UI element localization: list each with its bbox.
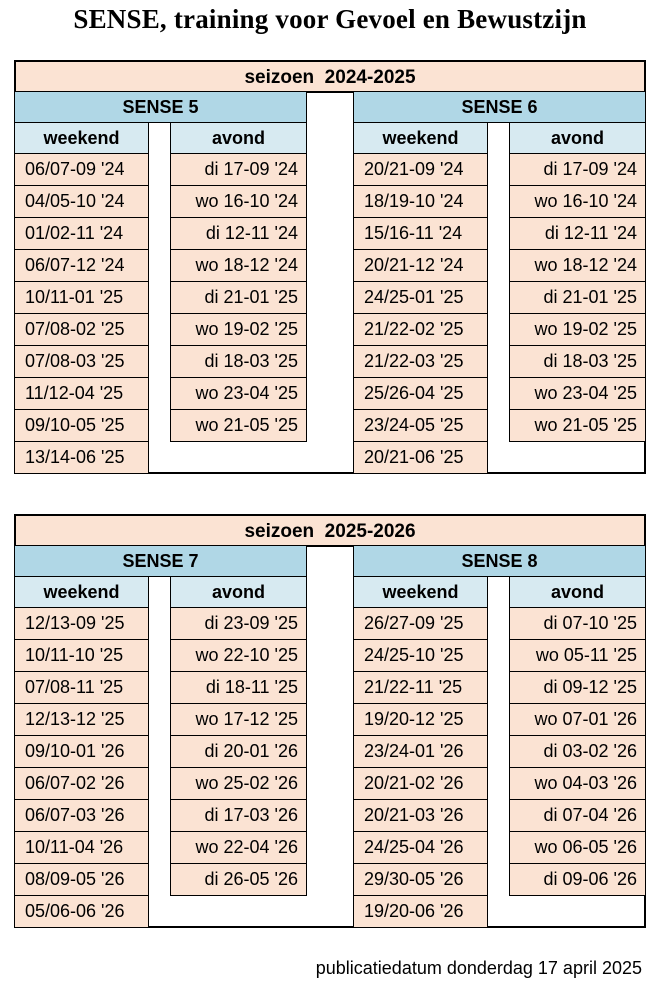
avond-date-cell: wo 17-12 '25 <box>170 703 307 736</box>
weekend-date-cell: 12/13-09 '25 <box>14 607 149 640</box>
weekend-date-cell: 20/21-12 '24 <box>353 249 488 282</box>
group-header: SENSE 7 <box>14 545 307 577</box>
weekend-date-cell: 06/07-03 '26 <box>14 799 149 832</box>
avond-date-cell: di 18-11 '25 <box>170 671 307 704</box>
weekend-date-cell: 07/08-02 '25 <box>14 313 149 346</box>
season-header: seizoen 2025-2026 <box>14 514 646 547</box>
avond-date-cell: wo 19-02 '25 <box>170 313 307 346</box>
avond-date-cell: di 12-11 '24 <box>509 217 646 250</box>
avond-date-cell: wo 23-04 '25 <box>170 377 307 410</box>
column-header-weekend: weekend <box>14 122 149 154</box>
weekend-date-cell: 07/08-03 '25 <box>14 345 149 378</box>
weekend-date-cell: 09/10-05 '25 <box>14 409 149 442</box>
weekend-date-cell: 20/21-02 '26 <box>353 767 488 800</box>
document-title: SENSE, training voor Gevoel en Bewustzijn <box>73 4 587 34</box>
weekend-date-cell: 06/07-02 '26 <box>14 767 149 800</box>
avond-date-cell: wo 18-12 '24 <box>170 249 307 282</box>
avond-date-cell: di 18-03 '25 <box>170 345 307 378</box>
avond-date-cell: di 09-06 '26 <box>509 863 646 896</box>
avond-date-cell: wo 23-04 '25 <box>509 377 646 410</box>
avond-date-cell: wo 22-10 '25 <box>170 639 307 672</box>
avond-date-cell: wo 25-02 '26 <box>170 767 307 800</box>
weekend-date-cell: 10/11-01 '25 <box>14 281 149 314</box>
weekend-date-cell: 24/25-10 '25 <box>353 639 488 672</box>
avond-date-cell: di 21-01 '25 <box>170 281 307 314</box>
weekend-date-cell: 20/21-09 '24 <box>353 153 488 186</box>
avond-date-cell: wo 16-10 '24 <box>170 185 307 218</box>
weekend-date-cell: 18/19-10 '24 <box>353 185 488 218</box>
weekend-date-cell: 24/25-04 '26 <box>353 831 488 864</box>
avond-date-cell: di 17-03 '26 <box>170 799 307 832</box>
weekend-date-cell: 23/24-05 '25 <box>353 409 488 442</box>
avond-date-cell: wo 21-05 '25 <box>509 409 646 442</box>
weekend-date-cell: 08/09-05 '26 <box>14 863 149 896</box>
avond-date-cell: di 26-05 '26 <box>170 863 307 896</box>
avond-date-cell: wo 18-12 '24 <box>509 249 646 282</box>
weekend-date-cell: 21/22-03 '25 <box>353 345 488 378</box>
weekend-date-cell: 15/16-11 '24 <box>353 217 488 250</box>
avond-date-cell: di 20-01 '26 <box>170 735 307 768</box>
avond-date-cell: di 12-11 '24 <box>170 217 307 250</box>
weekend-date-cell: 20/21-06 '25 <box>353 441 488 474</box>
weekend-date-cell: 21/22-11 '25 <box>353 671 488 704</box>
weekend-date-cell: 21/22-02 '25 <box>353 313 488 346</box>
avond-date-cell: di 23-09 '25 <box>170 607 307 640</box>
avond-date-cell: wo 19-02 '25 <box>509 313 646 346</box>
weekend-date-cell: 07/08-11 '25 <box>14 671 149 704</box>
avond-date-cell: wo 04-03 '26 <box>509 767 646 800</box>
avond-date-cell: wo 22-04 '26 <box>170 831 307 864</box>
avond-date-cell: di 18-03 '25 <box>509 345 646 378</box>
column-header-avond: avond <box>170 122 307 154</box>
weekend-date-cell: 20/21-03 '26 <box>353 799 488 832</box>
avond-date-cell: wo 05-11 '25 <box>509 639 646 672</box>
avond-date-cell: di 07-10 '25 <box>509 607 646 640</box>
avond-date-cell: wo 16-10 '24 <box>509 185 646 218</box>
weekend-date-cell: 24/25-01 '25 <box>353 281 488 314</box>
weekend-date-cell: 06/07-09 '24 <box>14 153 149 186</box>
avond-date-cell: di 21-01 '25 <box>509 281 646 314</box>
weekend-date-cell: 26/27-09 '25 <box>353 607 488 640</box>
avond-date-cell: wo 07-01 '26 <box>509 703 646 736</box>
avond-date-cell: di 17-09 '24 <box>170 153 307 186</box>
weekend-date-cell: 13/14-06 '25 <box>14 441 149 474</box>
weekend-date-cell: 01/02-11 '24 <box>14 217 149 250</box>
avond-date-cell: di 09-12 '25 <box>509 671 646 704</box>
avond-date-cell: wo 06-05 '26 <box>509 831 646 864</box>
weekend-date-cell: 19/20-12 '25 <box>353 703 488 736</box>
column-header-avond: avond <box>509 576 646 608</box>
weekend-date-cell: 10/11-10 '25 <box>14 639 149 672</box>
weekend-date-cell: 12/13-12 '25 <box>14 703 149 736</box>
weekend-date-cell: 25/26-04 '25 <box>353 377 488 410</box>
avond-date-cell: di 07-04 '26 <box>509 799 646 832</box>
weekend-date-cell: 11/12-04 '25 <box>14 377 149 410</box>
weekend-date-cell: 29/30-05 '26 <box>353 863 488 896</box>
weekend-date-cell: 04/05-10 '24 <box>14 185 149 218</box>
column-header-weekend: weekend <box>14 576 149 608</box>
avond-date-cell: di 03-02 '26 <box>509 735 646 768</box>
group-header: SENSE 6 <box>353 91 646 123</box>
group-header: SENSE 8 <box>353 545 646 577</box>
column-header-weekend: weekend <box>353 122 488 154</box>
column-header-avond: avond <box>170 576 307 608</box>
weekend-date-cell: 19/20-06 '26 <box>353 895 488 928</box>
weekend-date-cell: 05/06-06 '26 <box>14 895 149 928</box>
publication-date: publicatiedatum donderdag 17 april 2025 <box>315 958 642 978</box>
weekend-date-cell: 09/10-01 '26 <box>14 735 149 768</box>
avond-date-cell: di 17-09 '24 <box>509 153 646 186</box>
column-header-avond: avond <box>509 122 646 154</box>
group-header: SENSE 5 <box>14 91 307 123</box>
weekend-date-cell: 23/24-01 '26 <box>353 735 488 768</box>
weekend-date-cell: 06/07-12 '24 <box>14 249 149 282</box>
season-header: seizoen 2024-2025 <box>14 60 646 93</box>
weekend-date-cell: 10/11-04 '26 <box>14 831 149 864</box>
avond-date-cell: wo 21-05 '25 <box>170 409 307 442</box>
column-header-weekend: weekend <box>353 576 488 608</box>
